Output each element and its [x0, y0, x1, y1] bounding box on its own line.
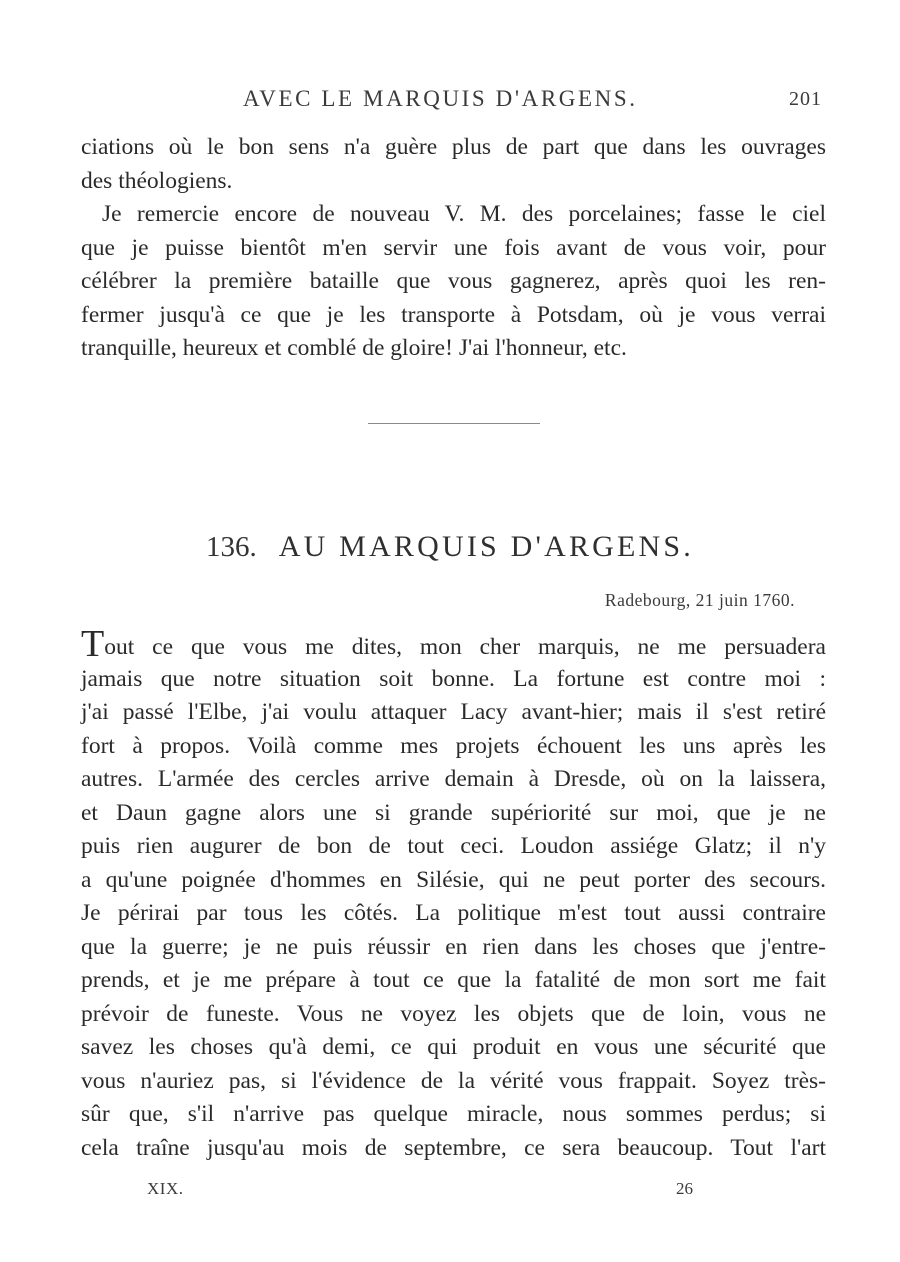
- text-line: fort à propos. Voilà comme mes projets échouent les uns après les: [81, 732, 826, 759]
- paragraph: [81, 131, 826, 198]
- text-line: puis rien augurer de bon de tout ceci. Loudon assiége Glatz; il n'y: [81, 833, 826, 859]
- text-line: prévoir de funeste. Vous ne voyez les objets que de loin, vous ne: [81, 1000, 826, 1027]
- text-line: autres. L'armée des cercles arrive demain à Dresde, où on la laissera,: [81, 766, 826, 792]
- text-line: et Daun gagne alors une si grande supériorité sur moi, que je ne: [81, 799, 826, 826]
- previous-letter-ending: [81, 131, 826, 366]
- text-line: [81, 623, 826, 665]
- text-line: que je puisse bientôt m'en servir une fois avant de vous voir, pour: [81, 234, 826, 261]
- text-line: tranquille, heureux et comblé de gloire! J'ai l'honneur, etc.: [81, 335, 627, 361]
- section-separator-rule: [368, 423, 540, 424]
- text-line: prends, et je me prépare à tout ce que la fatalité de mon sort me fait: [81, 967, 826, 993]
- text-line: que la guerre; je ne puis réussir en rien dans les choses que j'entre-: [81, 933, 826, 960]
- letter-dateline: Radebourg, 21 juin 1760.: [604, 590, 795, 610]
- letter-addressee: AU MARQUIS D'ARGENS.: [278, 530, 695, 563]
- text-line: Je remercie encore de nouveau V. M. des porcelaines; fasse le ciel: [102, 201, 826, 227]
- letter-heading: [0, 530, 900, 564]
- text-line: sûr que, s'il n'arrive pas quelque miracle, nous sommes perdus; si: [81, 1101, 826, 1127]
- running-head-title: AVEC LE MARQUIS D'ARGENS.: [243, 86, 638, 111]
- paragraph: [81, 198, 826, 366]
- letter-body: [81, 623, 826, 1165]
- running-head: [0, 86, 900, 120]
- text-line-content: out ce que vous me dites, mon cher marquis, ne me persuadera: [104, 634, 826, 660]
- text-line: Je périrai par tous les côtés. La politique m'est tout aussi contraire: [81, 900, 826, 926]
- text-line: a qu'une poignée d'hommes en Silésie, qui ne peut porter des secours.: [81, 866, 826, 893]
- text-line: des théologiens.: [81, 167, 233, 194]
- signature-mark: 26: [676, 1179, 693, 1198]
- text-line: fermer jusqu'à ce que je les transporte à Potsdam, où je vous verrai: [81, 301, 826, 328]
- text-line: j'ai passé l'Elbe, j'ai voulu attaquer Lacy avant-hier; mais il s'est retiré: [81, 699, 826, 725]
- text-line: cela traîne jusqu'au mois de septembre, ce sera beaucoup. Tout l'art: [81, 1134, 826, 1161]
- text-line: ciations où le bon sens n'a guère plus de part que dans les ouvrages: [81, 134, 826, 160]
- text-line: vous n'auriez pas, si l'évidence de la vérité vous frappait. Soyez très-: [81, 1067, 826, 1094]
- text-line: jamais que notre situation soit bonne. La fortune est contre moi :: [81, 665, 826, 692]
- volume-number: XIX.: [147, 1179, 184, 1198]
- page-footer: [0, 1179, 900, 1203]
- page-number: 201: [789, 88, 822, 110]
- text-line: célébrer la première bataille que vous gagnerez, après quoi les ren-: [81, 268, 826, 294]
- drop-cap: T: [81, 623, 105, 665]
- text-line: savez les choses qu'à demi, ce qui produit en vous une sécurité que: [81, 1034, 826, 1060]
- letter-number: 136.: [205, 531, 257, 563]
